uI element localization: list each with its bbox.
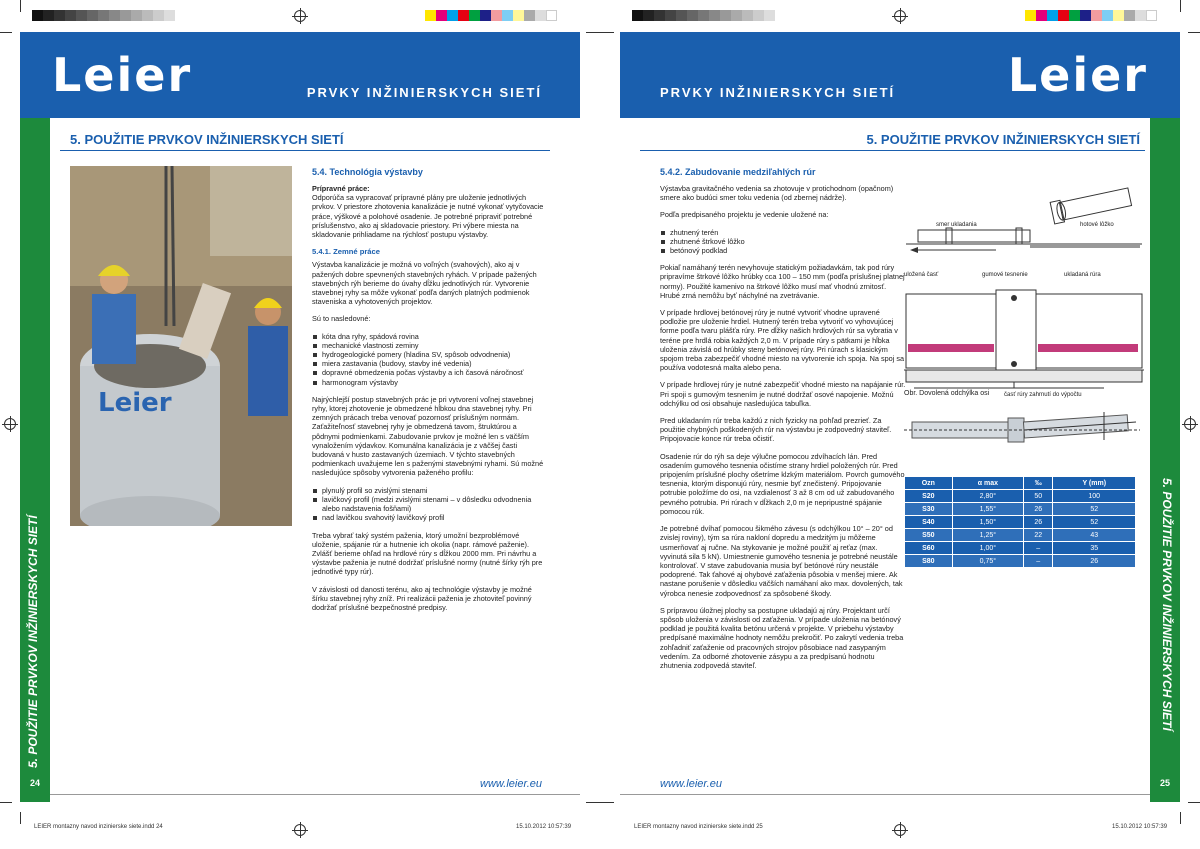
paragraph: V závislosti od danosti terénu, ako aj technológie výstavby je možné šírku stavebnej ryhy zníž. Pri realizácii paženia je zhotoviteľ povinný dodržať príslušné bezpečnostné predpisy. (312, 584, 532, 612)
footer-rule (50, 794, 580, 795)
crop-mark (1180, 812, 1181, 824)
slug-date-right: 15.10.2012 10:57:39 (1112, 824, 1168, 830)
crop-mark (1188, 802, 1200, 803)
pipe-joint-figure (904, 270, 1144, 402)
crop-mark (20, 0, 21, 12)
crop-mark (1180, 0, 1181, 12)
side-label: 5. POUŽITIE PRVKOV INŽINIERSKYCH SIETÍ (1160, 478, 1174, 731)
paragraph: S prípravou úložnej plochy sa postupne ukladajú aj rúry. Projektant určí spôsob uloženia v závislosti od zaťaženia. V prípade uloženia na betónový podklad je použitá kvalita betónu určená v projekte. V priebehu výstavby predpísané maximálne hodnoty nemôžu prekročiť. Po zakrytí vedenia treba zohľadniť zaťaženie od pracovných strojov pôsobiace nad zasypaným vedením. Za odborné zhotovenie zásypu a za predpísanú hodnotu zhutnenia zodpovedá staviteľ. (660, 605, 904, 670)
table-row (905, 503, 1136, 516)
column-header: α max (952, 477, 1023, 490)
side-bar (1150, 118, 1180, 802)
header-title: PRVKY INŽINIERSKYCH SIETÍ (660, 85, 896, 100)
paragraph: Sú to nasledovné: (312, 314, 371, 324)
table-cell: 1,50° (952, 516, 1023, 529)
gray-colorbar-left (32, 10, 175, 21)
left-page (20, 32, 580, 802)
laid-part-label: uložená časť (904, 272, 939, 278)
prep-text: Odporúča sa vypracovať prípravné plány pre uloženie jednotlivých prvkov. V priestore zhotovenia kanalizácie je nutné vykonať vytyčovacie práce, výškové a polohové osadenie. Je potrebné pripraviť potrebné príslušenstvo, ako aj skladovacie priestory. Pri výbere miesta na skladovanie prihliadame na rýchlosť postupu výstavby. (312, 193, 544, 240)
bedding-list (660, 228, 906, 256)
leier-logo: Leier (1007, 48, 1148, 102)
table-cell: S20 (905, 490, 953, 503)
right-page (620, 32, 1180, 802)
section-rule (60, 150, 550, 151)
table-row (905, 555, 1136, 568)
header-band (20, 32, 580, 118)
table-cell: 52 (1053, 516, 1136, 529)
cmyk-colorbar-right (1025, 10, 1157, 21)
list-item: kóta dna ryhy, spádová rovina (312, 332, 544, 341)
construction-photo-drawing (70, 166, 292, 526)
registration-mark-bottom-right (894, 824, 906, 836)
table-row (905, 490, 1136, 503)
table-cell: S40 (905, 516, 953, 529)
paragraph: Treba vybrať taký systém paženia, ktorý umožní bezproblémové uloženie, spájanie rúr a hutnenie ich okolia (napr. rámové paženie). Zvlášť berieme ohľad na hrdlové rúry s dĺžkou 2000 mm. Pri návrhu a výstavbe paženia je nutné dodržať príslušné normy (nutné šírky rýh pre jednotlivé typy rúr). (312, 530, 543, 577)
list-item: plynulý profil so zvislými stenami (312, 486, 544, 495)
laying-direction-figure (906, 182, 1142, 256)
laying-direction-drawing (906, 182, 1142, 256)
section-title: 5. POUŽITIE PRVKOV INŽINIERSKYCH SIETÍ (70, 132, 344, 147)
page-number: 25 (1159, 778, 1170, 788)
crop-mark (0, 802, 12, 803)
table-cell: S80 (905, 555, 953, 568)
table-header-row (905, 477, 1136, 490)
gasket-label: gumové tesnenie (982, 272, 1028, 278)
table-cell: 1,00° (952, 542, 1023, 555)
paragraph: V prípade hrdlovej betónovej rúry je nutné vytvoriť vhodne upravené podložie pre uloženie hrdiel. Hutnený terén treba vytvoriť vo vyhovujúcej forme podľa tvaru plášťa rúry. Pre dĺžky našich hrdlových rúr sa vybratia v teréne pre hrdlá robia každých 2,0 m. V prípade rúry s pätkami je hĺbka uloženia závislá od hrúbky steny betónovej rúry. Pri rúrach s klasickým spojom treba zabezpečiť vhodné miesto na vytvorenie ich spoja. Na spoj sa používa vodotesná malta alebo pena. (660, 308, 905, 373)
prep-paragraph (312, 184, 544, 239)
left-text-column (312, 166, 544, 620)
side-label: 5. POUŽITIE PRVKOV INŽINIERSKYCH SIETÍ (26, 515, 40, 768)
table-cell: S60 (905, 542, 953, 555)
table-cell: 26 (1053, 555, 1136, 568)
sub-heading: 5.4.1. Zemné práce (312, 247, 380, 257)
list-item: mechanické vlastnosti zeminy (312, 341, 544, 350)
profiles-list (312, 486, 544, 523)
header-band (620, 32, 1180, 118)
paragraph: Podľa predpisaného projektu je vedenie uložené na: (660, 210, 829, 220)
section-heading: 5.4. Technológia výstavby (312, 167, 423, 177)
axis-deviation-figure (904, 406, 1144, 460)
registration-mark-right (1184, 418, 1196, 430)
table-cell: 26 (1024, 503, 1053, 516)
table-row (905, 516, 1136, 529)
slug-file-left: LEIER montazny navod inzinierske siete.indd 24 (34, 824, 163, 830)
photo-logo-text: Leier (98, 388, 172, 418)
construction-photo (70, 166, 292, 526)
header-title: PRVKY INŽINIERSKYCH SIETÍ (306, 85, 542, 100)
table-cell: S50 (905, 529, 953, 542)
paragraph: Je potrebné dvíhať pomocou šikmého závesu (s odchýlkou 10° – 20° od zvislej roviny), tým sa rúra nakloní dopredu a medzitým ju môžeme usmerňovať aj ručne. Na stykovanie je možné použiť aj reťaz (max. vyvinutá sila 5 kN). Umiestnenie gumového tesnenia je potrebné neustále kontrolovať. V stave zabudovania musia byť betónové rúry neustále podoprené. Tak ťahové aj ohybové zaťaženia pôsobia v menšej miere. Ak nastane porušenie v dôsledku väčších namáhaní ako max. dovolených, tak výrobca nenesie zodpovednosť za spôsobené škody. (660, 524, 903, 598)
registration-mark-top-left (294, 10, 306, 22)
cmyk-colorbar-left (425, 10, 557, 21)
table-cell: 1,55° (952, 503, 1023, 516)
pipe-joint-drawing (904, 270, 1144, 402)
list-item: lavičkový profil (medzi zvislými stenami – v dôsledku odvodnenia alebo nadstavenia fošňami) (312, 495, 544, 513)
figure-caption: Obr. Dovolená odchýlka osi (904, 390, 990, 397)
list-item: dopravné obmedzenia počas výstavby a ich časová náročnosť (312, 368, 544, 377)
column-header: ‰ (1024, 477, 1053, 490)
section-heading: 5.4.2. Zabudovanie medziľahlých rúr (660, 167, 816, 177)
finished-bed-label: hotové lôžko (1080, 222, 1114, 228)
list-item: zhutnené štrkové lôžko (660, 237, 906, 246)
paragraph: Osadenie rúr do rýh sa deje výlučne pomocou zdvíhacích lán. Pred osadením gumového tesnenia očistíme strany hrdiel položených rúr. Pred pripojením príslušné plochy ošetríme klzkým materiálom. Povrch gumového tesnenia, ktorým disponujú rúry, nesmie byť znečistený. Pripojovanie potrubie položíme do osi, na vzdialenosť 3 až 8 cm od už zabudovaného pevného potrubia. Pri rúrach v dĺžkach 2,0 m je nepripustné spájanie pomocou rúk. (660, 451, 905, 516)
footer-url[interactable]: www.leier.eu (480, 778, 542, 790)
table-row (905, 542, 1136, 555)
table-cell: 0,75° (952, 555, 1023, 568)
right-text-column (660, 166, 906, 678)
registration-mark-top-right (894, 10, 906, 22)
crop-mark (20, 812, 21, 824)
table-cell: 52 (1053, 503, 1136, 516)
calc-part-label: časť rúry zahrnutí do výpočtu (1004, 392, 1082, 398)
table-cell: – (1024, 555, 1053, 568)
footer-url[interactable]: www.leier.eu (660, 778, 722, 790)
list-item: harmonogram výstavby (312, 378, 544, 387)
section-rule (640, 150, 1145, 151)
table-cell: 50 (1024, 490, 1053, 503)
axis-deviation-drawing (904, 406, 1144, 460)
paragraph: Najrýchlejší postup stavebných prác je pri vytvorení voľnej stavebnej ryhy, ktorej zhotovenie je obmedzené hĺbkou dna stavebnej ryhy. Pri zemných prácach treba venovať pozornosť príslušným normám. Zaťažiteľnosť stavebnej ryhy je obmedzená tavom, štruktúrou a pôdnymi podmienkami. Zabudovanie prvkov je možné len s väčším vynaložením výdavkov. Komunálna kanalizácia je z väčšej časti budovaná v husto zastavaných územiach. V týchto stavebných podmienkach uvažujeme len s paženými stavebnými ryhami. Sú možné nasledujúce spôsoby vytvorenia paženého profilu: (312, 394, 544, 478)
crop-mark (0, 32, 12, 33)
paragraph: Pokiaľ namáhaný terén nevyhovuje statickým požiadavkám, tak pod rúry pripravíme štrkové lôžko hrúbky cca 100 – 150 mm (podľa príslušnej platnej normy). Použité kamenivo na štrkové lôžko musí mať vhodnú zrnitosť. Hrubé zrná nemôžu byť náchylné na zvetrávanie. (660, 263, 905, 300)
prep-title: Prípravné práce: (312, 184, 370, 193)
crop-mark (586, 802, 614, 803)
registration-mark-left (4, 418, 16, 430)
list-item: betónový podklad (660, 246, 906, 255)
column-header: Y (mm) (1053, 477, 1136, 490)
table-cell: 100 (1053, 490, 1136, 503)
crop-mark (586, 32, 614, 33)
list-item: miera zastavania (budovy, stavby iné vedenia) (312, 359, 544, 368)
table-cell: 22 (1024, 529, 1053, 542)
deviation-table (904, 476, 1136, 568)
section-title: 5. POUŽITIE PRVKOV INŽINIERSKYCH SIETÍ (866, 132, 1140, 147)
table-cell: 35 (1053, 542, 1136, 555)
direction-label: smer ukladania (936, 222, 977, 228)
list-item: zhutnený terén (660, 228, 906, 237)
table-cell: – (1024, 542, 1053, 555)
table-cell: 1,25° (952, 529, 1023, 542)
conditions-list (312, 332, 544, 387)
table-cell: 43 (1053, 529, 1136, 542)
column-header: Ozn (905, 477, 953, 490)
paragraph: Výstavba gravitačného vedenia sa zhotovuje v protichodnom (opačnom) smere ako budúci smer toku vedenia (od zbernej nádrže). (660, 184, 894, 203)
registration-mark-bottom-left (294, 824, 306, 836)
slug-date-left: 15.10.2012 10:57:39 (516, 824, 572, 830)
pipe-label: ukladaná rúra (1064, 272, 1101, 278)
slug-file-right: LEIER montazny navod inzinierske siete.indd 25 (634, 824, 763, 830)
list-item: hydrogeologické pomery (hladina SV, spôsob odvodnenia) (312, 350, 544, 359)
table-row (905, 529, 1136, 542)
table-cell: S30 (905, 503, 953, 516)
paragraph: Pred ukladaním rúr treba každú z nich fyzicky na pohľad prezrieť. Za použitie chybných poškodených rúr na výstavbu je zodpovedný staviteľ. Pripojovacie konce rúr treba očistiť. (660, 416, 892, 444)
leier-logo: Leier (52, 48, 193, 102)
page-number: 24 (29, 778, 40, 788)
table-cell: 2,80° (952, 490, 1023, 503)
paragraph: Výstavba kanalizácie je možná vo voľných (svahových), ako aj v pažených dobre spevnených stavebných ryhách. V prípade pažených stavebných rýh berieme do úvahy dĺžku jednotlivých rúr. Vytvorenie stavebnej ryhy sa môže vykonať podľa daných platných podmienok staveniska a vyhotovených projektov. (312, 260, 537, 307)
gray-colorbar-right (632, 10, 775, 21)
table-cell: 26 (1024, 516, 1053, 529)
paragraph: V prípade hrdlovej rúry je nutné zabezpečiť vhodné miesto na napájanie rúr. Pri spoji s gumovým tesnením je nutné dodržať osové napojenie. Možnú odchýlku od osi obsahuje nasledujúca tabuľka. (660, 380, 906, 408)
side-bar (20, 118, 50, 802)
footer-rule (620, 794, 1150, 795)
crop-mark (1188, 32, 1200, 33)
list-item: nad lavičkou svahovitý lavičkový profil (312, 513, 544, 522)
